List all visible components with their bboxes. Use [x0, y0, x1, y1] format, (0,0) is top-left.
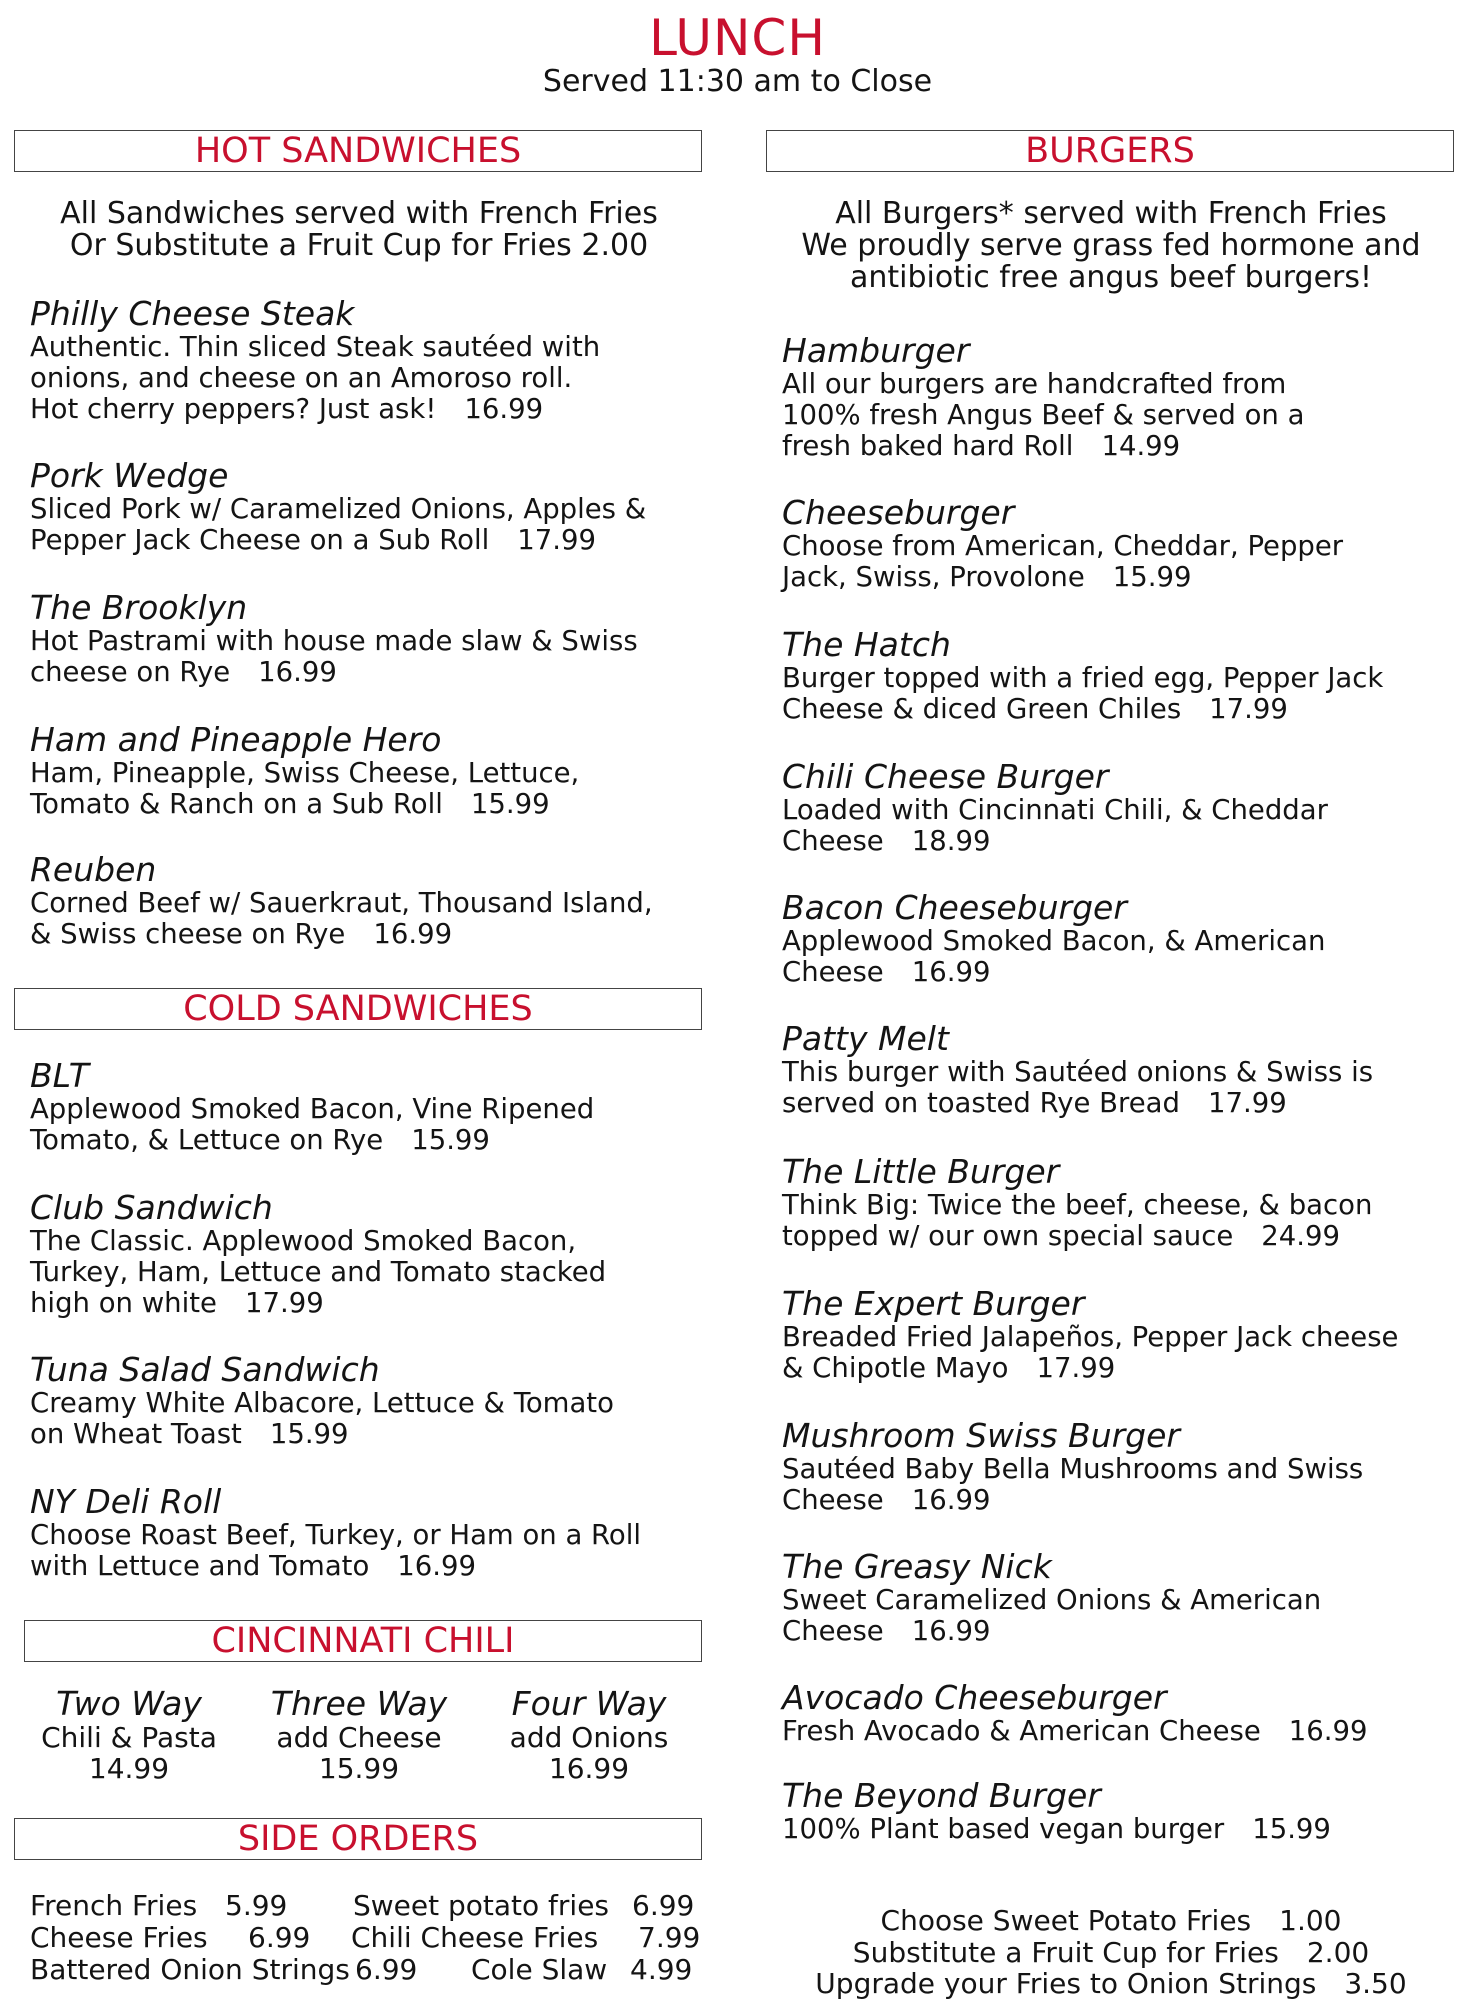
item-description: [782, 795, 1328, 857]
desc-line: Pepper Jack Cheese on a Sub Roll: [30, 524, 490, 556]
upgrade-label: Choose Sweet Potato Fries: [880, 1904, 1252, 1937]
side-name: Sweet potato fries: [353, 1889, 610, 1922]
upgrade-price: 3.50: [1344, 1967, 1407, 2000]
item-name: Reuben: [30, 850, 157, 889]
desc-line: Turkey, Ham, Lettuce and Tomato stacked: [30, 1256, 607, 1288]
item-description: [782, 1190, 1372, 1252]
desc-line: This burger with Sautéed onions & Swiss is: [782, 1056, 1374, 1088]
desc-line: Applewood Smoked Bacon, & American: [782, 925, 1326, 957]
desc-line: & Swiss cheese on Rye: [30, 918, 346, 950]
chili-name: Two Way: [56, 1684, 202, 1723]
chili-option: [244, 1686, 474, 1784]
item-price: 15.99: [1112, 561, 1192, 593]
item-name: Cheeseburger: [782, 493, 1015, 532]
item-price: 16.99: [911, 1615, 991, 1647]
menu-item: [30, 458, 646, 556]
item-name: Ham and Pineapple Hero: [30, 720, 442, 759]
item-price: 14.99: [1101, 430, 1181, 462]
side-name: Cole Slaw: [471, 1953, 608, 1986]
item-description: [30, 1388, 614, 1450]
item-price: 16.99: [911, 956, 991, 988]
menu-item: [782, 333, 1304, 462]
item-description: [30, 1520, 641, 1582]
desc-line: Sautéed Baby Bella Mushrooms and Swiss: [782, 1453, 1364, 1485]
side-price: 6.99: [248, 1921, 311, 1954]
side-name: Battered Onion Strings: [30, 1953, 350, 1986]
item-description: [30, 1226, 606, 1319]
upgrade-label: Substitute a Fruit Cup for Fries: [852, 1935, 1279, 1969]
desc-line: 100% fresh Angus Beef & served on a: [782, 399, 1305, 431]
item-price: 17.99: [1209, 693, 1288, 725]
menu-subtitle: Served 11:30 am to Close: [542, 64, 933, 99]
item-name: Tuna Salad Sandwich: [30, 1350, 380, 1389]
item-description: [782, 1585, 1321, 1647]
desc-line: Creamy White Albacore, Lettuce & Tomato: [30, 1387, 614, 1419]
item-name: Avocado Cheeseburger: [782, 1678, 1167, 1717]
item-name: Club Sandwich: [30, 1188, 273, 1227]
side-row: [30, 1922, 710, 1954]
desc-line: Loaded with Cincinnati Chili, & Cheddar: [782, 794, 1328, 826]
item-price: 16.99: [464, 393, 544, 425]
menu-item: [782, 1778, 1331, 1845]
menu-item: [782, 759, 1328, 857]
side-row: [30, 1954, 710, 1986]
desc-line: Choose Roast Beef, Turkey, or Ham on a Roll: [30, 1519, 642, 1551]
item-name: Chili Cheese Burger: [782, 757, 1109, 796]
item-description: [30, 626, 638, 688]
desc-line: Authentic. Thin sliced Steak sautéed with: [30, 331, 601, 363]
burgers-header: BURGERS: [766, 130, 1454, 172]
chili-price: 15.99: [318, 1752, 400, 1785]
upgrade-price: 2.00: [1306, 1935, 1370, 1969]
menu-item: [30, 296, 600, 425]
menu-item: [30, 1352, 614, 1450]
intro-line: All Burgers* served with French Fries: [835, 196, 1387, 231]
item-description: [782, 1322, 1398, 1384]
chili-price: 16.99: [548, 1752, 630, 1785]
desc-line: Ham, Pineapple, Swiss Cheese, Lettuce,: [30, 757, 580, 789]
cincinnati-chili-header: CINCINNATI CHILI: [24, 1620, 702, 1662]
menu-item: [782, 1680, 1367, 1747]
item-name: NY Deli Roll: [30, 1482, 222, 1521]
desc-line: Jack, Swiss, Provolone: [782, 561, 1085, 593]
item-name: Bacon Cheeseburger: [782, 888, 1127, 927]
desc-line: served on toasted Rye Bread: [782, 1087, 1180, 1119]
item-price: 24.99: [1261, 1220, 1341, 1252]
side-row: [30, 1890, 710, 1922]
side-name: Cheese Fries: [30, 1921, 208, 1954]
desc-line: high on white: [30, 1287, 217, 1319]
intro-line: Or Substitute a Fruit Cup for Fries 2.00: [69, 228, 649, 263]
side-price: 7.99: [638, 1921, 701, 1954]
side-name: Chili Cheese Fries: [351, 1921, 599, 1954]
desc-line: Cheese: [782, 825, 884, 857]
item-price: 16.99: [258, 656, 337, 688]
burgers-intro: [766, 198, 1456, 294]
item-description: [30, 758, 579, 820]
side-price: 5.99: [225, 1889, 288, 1922]
hot-sandwiches-intro: [14, 198, 704, 262]
desc-line: The Classic. Applewood Smoked Bacon,: [30, 1225, 577, 1257]
item-price: 18.99: [911, 825, 991, 857]
chili-name: Three Way: [270, 1684, 448, 1723]
side-name: French Fries: [30, 1889, 198, 1922]
menu-item: [782, 1418, 1363, 1516]
item-name: BLT: [30, 1056, 89, 1095]
menu-item: [30, 590, 638, 688]
desc-line: Tomato & Ranch on a Sub Roll: [30, 788, 443, 820]
item-description: [782, 1454, 1363, 1516]
upgrade-row: [766, 1905, 1456, 1937]
item-description: [30, 494, 646, 556]
desc-line: & Chipotle Mayo: [782, 1352, 1009, 1384]
desc-line: Tomato, & Lettuce on Rye: [30, 1124, 384, 1156]
item-name: Pork Wedge: [30, 456, 229, 495]
item-description: [30, 1094, 594, 1156]
item-description: [782, 1716, 1367, 1747]
chili-detail: add Cheese: [276, 1721, 442, 1754]
desc-line: Cheese: [782, 956, 884, 988]
upgrade-label: Upgrade your Fries to Onion Strings: [815, 1967, 1317, 2000]
item-name: Hamburger: [782, 331, 970, 370]
item-name: The Beyond Burger: [782, 1776, 1101, 1815]
menu-item: [782, 1286, 1398, 1384]
intro-line: antibiotic free angus beef burgers!: [849, 260, 1373, 295]
item-price: 15.99: [269, 1418, 349, 1450]
item-name: The Greasy Nick: [782, 1547, 1052, 1586]
chili-price: 14.99: [88, 1752, 170, 1785]
side-price: 6.99: [355, 1953, 418, 1986]
menu-item: [782, 627, 1383, 725]
menu-item: [30, 852, 653, 950]
side-orders-list: [30, 1890, 710, 1986]
desc-line: Hot cherry peppers? Just ask!: [30, 393, 437, 425]
hot-sandwiches-header: HOT SANDWICHES: [14, 130, 702, 172]
intro-line: We proudly serve grass fed hormone and: [801, 228, 1421, 263]
item-price: 17.99: [244, 1287, 324, 1319]
chili-detail: Chili & Pasta: [41, 1721, 217, 1754]
menu-item: [782, 1021, 1373, 1119]
chili-detail: add Onions: [509, 1721, 669, 1754]
side-price: 4.99: [630, 1953, 693, 1986]
desc-line: Sliced Pork w/ Caramelized Onions, Apples &: [30, 493, 647, 525]
item-price: 17.99: [1036, 1352, 1116, 1384]
upgrade-row: [766, 1937, 1456, 1969]
desc-line: 100% Plant based vegan burger: [782, 1813, 1225, 1845]
desc-line: Cheese: [782, 1484, 884, 1516]
desc-line: on Wheat Toast: [30, 1418, 242, 1450]
desc-line: All our burgers are handcrafted from: [782, 368, 1287, 400]
cold-sandwiches-header: COLD SANDWICHES: [14, 988, 702, 1030]
desc-line: Think Big: Twice the beef, cheese, & bacon: [782, 1189, 1373, 1221]
desc-line: Sweet Caramelized Onions & American: [782, 1584, 1322, 1616]
desc-line: Breaded Fried Jalapeños, Pepper Jack cheese: [782, 1321, 1399, 1353]
item-price: 17.99: [517, 524, 596, 556]
desc-line: Cheese: [782, 1615, 884, 1647]
item-price: 15.99: [411, 1124, 490, 1156]
item-description: [782, 926, 1325, 988]
menu-title: LUNCH: [649, 9, 826, 67]
item-price: 16.99: [397, 1550, 477, 1582]
desc-line: Hot Pastrami with house made slaw & Swiss: [30, 625, 638, 657]
item-price: 17.99: [1207, 1087, 1287, 1119]
menu-item: [782, 495, 1343, 593]
menu-item: [30, 1484, 641, 1582]
menu-item: [782, 890, 1325, 988]
item-description: [782, 663, 1383, 725]
item-price: 15.99: [470, 788, 550, 820]
fry-upgrades: [766, 1905, 1456, 2000]
chili-name: Four Way: [511, 1684, 667, 1723]
upgrade-row: [766, 1968, 1456, 2000]
chili-option: [14, 1686, 244, 1784]
menu-item: [30, 1058, 594, 1156]
item-price: 16.99: [1288, 1715, 1368, 1747]
item-name: The Little Burger: [782, 1152, 1060, 1191]
item-description: [782, 1814, 1331, 1845]
item-price: 15.99: [1252, 1813, 1331, 1845]
item-name: The Brooklyn: [30, 588, 248, 627]
intro-line: All Sandwiches served with French Fries: [60, 196, 658, 231]
item-description: [782, 531, 1343, 593]
item-name: Mushroom Swiss Burger: [782, 1416, 1180, 1455]
desc-line: Burger topped with a fried egg, Pepper Jack: [782, 662, 1384, 694]
item-name: The Hatch: [782, 625, 951, 664]
item-name: Patty Melt: [782, 1019, 949, 1058]
upgrade-price: 1.00: [1279, 1904, 1342, 1937]
item-description: [30, 332, 600, 425]
desc-line: topped w/ our own special sauce: [782, 1220, 1234, 1252]
desc-line: onions, and cheese on an Amoroso roll.: [30, 362, 573, 394]
desc-line: Corned Beef w/ Sauerkraut, Thousand Island,: [30, 887, 653, 919]
desc-line: cheese on Rye: [30, 656, 231, 688]
desc-line: Cheese & diced Green Chiles: [782, 693, 1182, 725]
menu-item: [30, 1190, 606, 1319]
desc-line: with Lettuce and Tomato: [30, 1550, 370, 1582]
item-name: The Expert Burger: [782, 1284, 1085, 1323]
item-description: [30, 888, 653, 950]
menu-item: [782, 1154, 1372, 1252]
chili-option: [474, 1686, 704, 1784]
desc-line: Fresh Avocado & American Cheese: [782, 1715, 1261, 1747]
side-orders-header: SIDE ORDERS: [14, 1818, 702, 1860]
item-price: 16.99: [373, 918, 453, 950]
item-name: Philly Cheese Steak: [30, 294, 355, 333]
desc-line: fresh baked hard Roll: [782, 430, 1074, 462]
side-price: 6.99: [632, 1889, 695, 1922]
item-description: [782, 369, 1304, 462]
menu-item: [30, 722, 579, 820]
desc-line: Choose from American, Cheddar, Pepper: [782, 530, 1344, 562]
item-price: 16.99: [911, 1484, 991, 1516]
item-description: [782, 1057, 1373, 1119]
desc-line: Applewood Smoked Bacon, Vine Ripened: [30, 1093, 595, 1125]
menu-item: [782, 1549, 1321, 1647]
